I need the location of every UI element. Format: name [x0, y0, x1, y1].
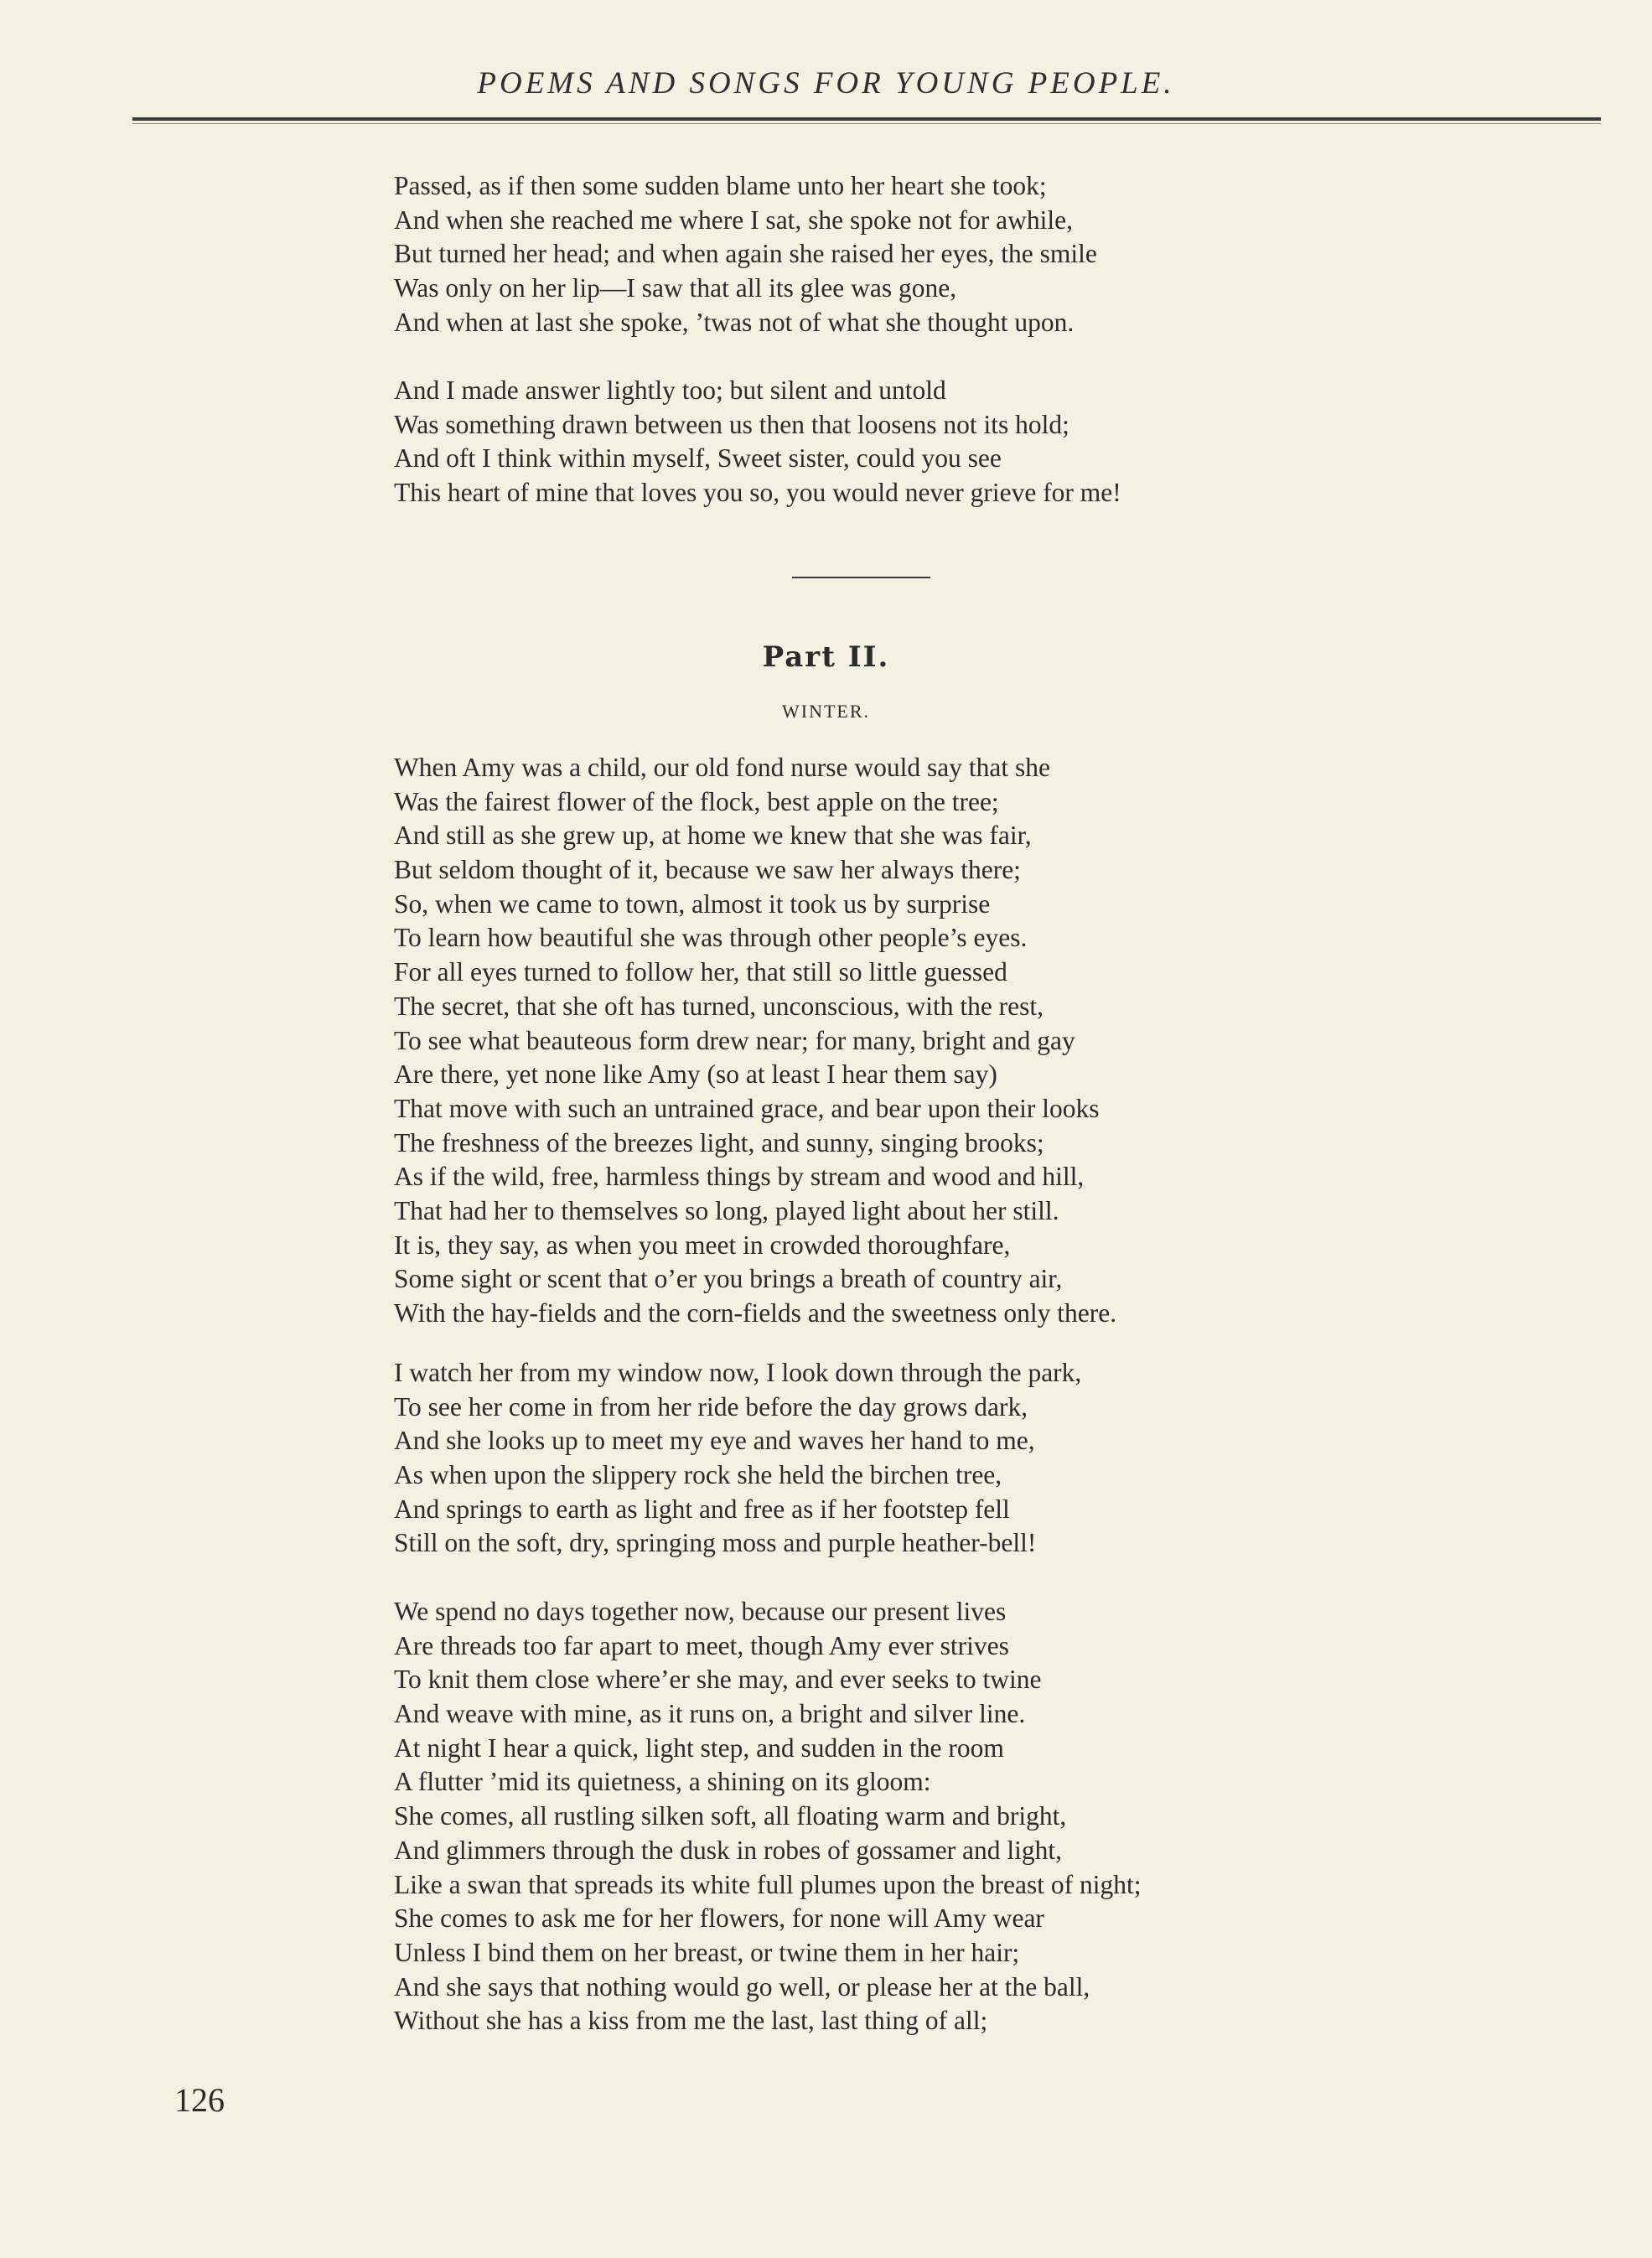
poem-line: To see her come in from her ride before the day grows dark,: [394, 1391, 1028, 1422]
poem-line: To knit them close where’er she may, and ever seeks to twine: [394, 1665, 1042, 1695]
stanza-top-1: [394, 169, 1097, 339]
poem-line: The freshness of the breezes light, and sunny, singing brooks;: [394, 1127, 1044, 1157]
poem-line: And when she reached me where I sat, she spoke not for awhile,: [394, 205, 1073, 235]
poem-line: To see what beauteous form drew near; for many, bright and gay: [394, 1025, 1075, 1055]
poem-line: Like a swan that spreads its white full plumes upon the breast of night;: [394, 1869, 1142, 1899]
running-title: POEMS AND SONGS FOR YOUNG PEOPLE.: [477, 66, 1175, 101]
poem-line: And weave with mine, as it runs on, a bright and silver line.: [394, 1699, 1026, 1729]
stanza-winter-3: [394, 1595, 1141, 2038]
poem-line: Passed, as if then some sudden blame unto her heart she took;: [394, 171, 1047, 200]
poem-line: With the hay-fields and the corn-fields and the sweetness only there.: [394, 1298, 1117, 1328]
poem-line: And glimmers through the dusk in robes of gossamer and light,: [394, 1835, 1063, 1865]
header-rule: [132, 117, 1601, 121]
poem-line: And oft I think within myself, Sweet sister, could you see: [394, 443, 1002, 474]
poem-line: And she looks up to meet my eye and waves her hand to me,: [394, 1426, 1035, 1456]
poem-line: Was something drawn between us then that loosens not its hold;: [394, 409, 1069, 439]
poem-line: It is, they say, as when you meet in crowded thoroughfare,: [394, 1230, 1011, 1260]
poem-line: She comes to ask me for her flowers, for none will Amy wear: [394, 1903, 1044, 1934]
poem-line: And springs to earth as light and free as if her footstep fell: [394, 1494, 1010, 1524]
poem-line: And still as she grew up, at home we knew that she was fair,: [394, 821, 1032, 851]
poem-line: So, when we came to town, almost it took us by surprise: [394, 888, 991, 919]
stanza-top-2: [394, 374, 1121, 510]
poem-line: Unless I bind them on her breast, or twine them in her hair;: [394, 1937, 1020, 1967]
page-number: 126: [174, 2081, 225, 2119]
poem-line: For all eyes turned to follow her, that still so little guessed: [394, 957, 1007, 987]
poem-line: That had her to themselves so long, played light about her still.: [394, 1195, 1059, 1225]
part-subheading: WINTER.: [781, 701, 871, 722]
poem-line: To learn how beautiful she was through other people’s eyes.: [394, 923, 1028, 953]
poem-line: That move with such an untrained grace, and bear upon their looks: [394, 1093, 1100, 1123]
poem-line: At night I hear a quick, light step, and sudden in the room: [394, 1732, 1004, 1763]
stanza-winter-1: [394, 751, 1116, 1331]
poem-line: As if the wild, free, harmless things by stream and wood and hill,: [394, 1162, 1085, 1192]
poem-line: And when at last she spoke, ’twas not of what she thought upon.: [394, 307, 1075, 337]
poem-line: Was only on her lip—I saw that all its glee was gone,: [394, 273, 957, 303]
poem-line: I watch her from my window now, I look down through the park,: [394, 1358, 1082, 1387]
part-heading: Part II.: [762, 640, 890, 674]
poem-line: Was the fairest flower of the flock, best apple on the tree;: [394, 786, 999, 816]
poem-line: She comes, all rustling silken soft, all floating warm and bright,: [394, 1801, 1067, 1831]
section-divider: [792, 577, 930, 578]
poem-line: But seldom thought of it, because we saw her always there;: [394, 855, 1021, 885]
poem-line: Are threads too far apart to meet, though Amy ever strives: [394, 1630, 1009, 1660]
poem-line: This heart of mine that loves you so, you would never grieve for me!: [394, 478, 1121, 508]
poem-line: Still on the soft, dry, springing moss and purple heather-bell!: [394, 1528, 1037, 1558]
poem-line: A flutter ’mid its quietness, a shining on its gloom:: [394, 1767, 931, 1797]
poem-line: Are there, yet none like Amy (so at least I hear them say): [394, 1059, 997, 1090]
stanza-winter-2: [394, 1356, 1081, 1561]
poem-line: The secret, that she oft has turned, unconscious, with the rest,: [394, 991, 1044, 1021]
poem-line: Without she has a kiss from me the last, last thing of all;: [394, 2006, 988, 2036]
poem-line: When Amy was a child, our old fond nurse would say that she: [394, 753, 1050, 782]
header-rule-thin: [132, 123, 1601, 124]
poem-line: But turned her head; and when again she raised her eyes, the smile: [394, 239, 1097, 269]
poem-line: As when upon the slippery rock she held the birchen tree,: [394, 1460, 1002, 1490]
poem-line: Some sight or scent that o’er you brings a breath of country air,: [394, 1264, 1063, 1294]
poem-line: And I made answer lightly too; but silent and untold: [394, 375, 946, 405]
poem-line: We spend no days together now, because our present lives: [394, 1597, 1007, 1626]
poem-line: And she says that nothing would go well, or please her at the ball,: [394, 1971, 1090, 2002]
